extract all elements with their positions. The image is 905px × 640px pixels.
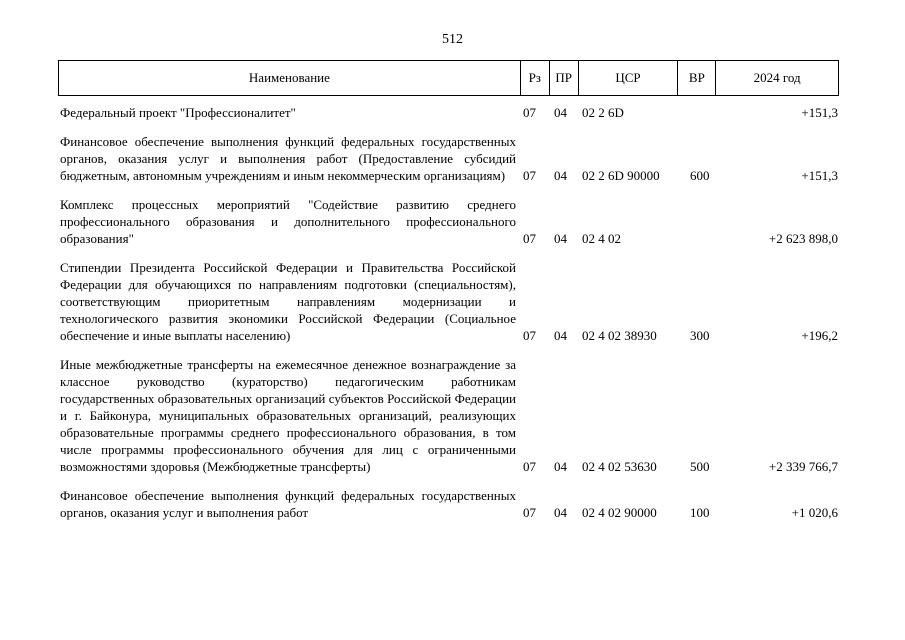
table-row xyxy=(60,104,838,121)
row-amount: +151,3 xyxy=(801,168,838,183)
row-csr: 02 2 6D 90000 xyxy=(582,168,660,183)
row-vr: 600 xyxy=(690,168,710,183)
row-rz: 07 xyxy=(523,231,536,246)
page-number: 512 xyxy=(442,32,463,47)
row-pr: 04 xyxy=(554,168,567,183)
row-csr: 02 4 02 53630 xyxy=(582,459,657,474)
row-vr: 300 xyxy=(690,328,710,343)
row-rz: 07 xyxy=(523,328,536,343)
row-amount: +2 339 766,7 xyxy=(768,459,838,474)
row-csr: 02 4 02 xyxy=(582,231,621,246)
row-name: Комплекс процессных мероприятий "Содействие развитию среднего профессионального образования и дополнительного профессионального образования" xyxy=(60,197,516,246)
row-name: Финансовое обеспечение выполнения функций федеральных государственных органов, оказания услуг и выполнения работ (Предоставление субсидий бюджетным, автономным учреждениям и иным некоммерческим организациям) xyxy=(60,134,516,183)
table-header xyxy=(58,60,839,96)
table-row xyxy=(60,356,838,475)
row-name: Федеральный проект "Профессионалитет" xyxy=(60,105,296,120)
row-rz: 07 xyxy=(523,505,536,520)
row-pr: 04 xyxy=(554,505,567,520)
row-amount: +1 020,6 xyxy=(791,505,838,520)
row-name: Иные межбюджетные трансферты на ежемесячное денежное вознаграждение за классное руководство (кураторство) педагогическим работникам государственных образовательных организаций субъектов Российской Федерации и г. Байконура, муниципальных образовательных организаций, реализующих образовательные программы среднего профессионального образования, в том числе программы профессионального обучения для лиц с ограниченными возможностями здоровья (Межбюджетные трансферты) xyxy=(60,357,516,474)
header-year: 2024 год xyxy=(753,70,801,85)
table-row xyxy=(60,487,838,521)
row-rz: 07 xyxy=(523,459,536,474)
header-csr: ЦСР xyxy=(579,61,679,95)
row-vr: 500 xyxy=(690,459,710,474)
row-pr: 04 xyxy=(554,231,567,246)
row-name: Финансовое обеспечение выполнения функций федеральных государственных органов, оказания услуг и выполнения работ xyxy=(60,488,516,520)
row-csr: 02 2 6D xyxy=(582,105,624,120)
row-pr: 04 xyxy=(554,459,567,474)
row-rz: 07 xyxy=(523,105,536,120)
row-csr: 02 4 02 90000 xyxy=(582,505,657,520)
header-vr: ВР xyxy=(678,61,716,95)
table-row xyxy=(60,259,838,344)
table-row xyxy=(60,133,838,184)
header-name: Наименование xyxy=(59,61,521,95)
row-name: Стипендии Президента Российской Федерации и Правительства Российской Федерации для обучающихся по направлениям подготовки (специальностям), соответствующим приоритетным направлениям модернизации и технологического развития экономики Российской Федерации (Социальное обеспечение и иные выплаты населению) xyxy=(60,260,516,343)
header-rz: Рз xyxy=(521,61,550,95)
row-vr: 100 xyxy=(690,505,710,520)
row-amount: +196,2 xyxy=(801,328,838,343)
table-body xyxy=(60,104,838,533)
row-pr: 04 xyxy=(554,105,567,120)
header-pr: ПР xyxy=(550,61,579,95)
table-row xyxy=(60,196,838,247)
row-amount: +151,3 xyxy=(801,105,838,120)
row-rz: 07 xyxy=(523,168,536,183)
row-csr: 02 4 02 38930 xyxy=(582,328,657,343)
row-amount: +2 623 898,0 xyxy=(768,231,838,246)
row-pr: 04 xyxy=(554,328,567,343)
